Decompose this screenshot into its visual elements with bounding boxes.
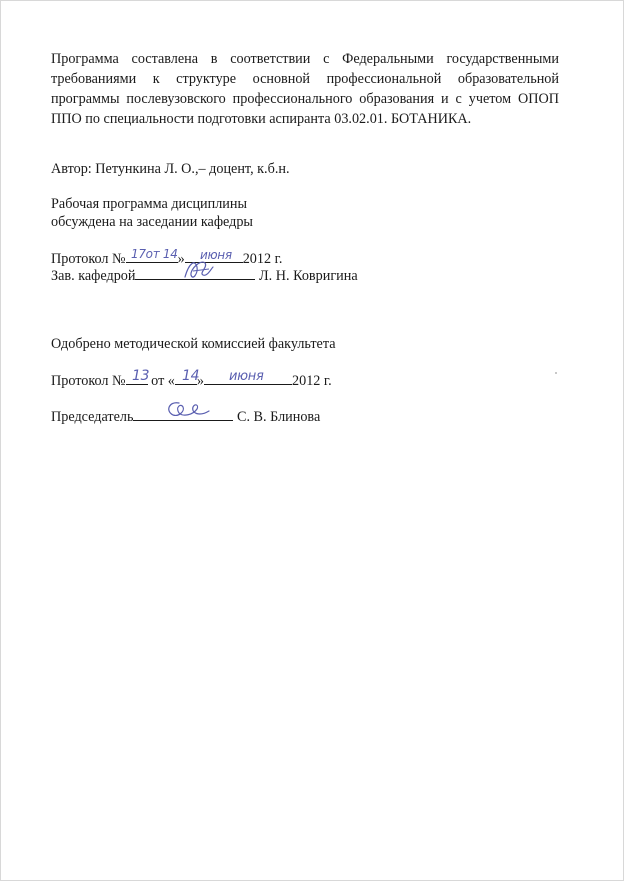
protocol-2-quote: » (196, 373, 204, 389)
intro-line: требованиями к структуре основной профессиональной образовательной (51, 71, 559, 87)
protocol-1-prefix: Протокол № (51, 251, 126, 267)
chair-label: Председатель (51, 409, 134, 425)
intro-line: программы послевузовского профессионального образования и с учетом ОПОП (51, 91, 559, 107)
approved-line: Одобрено методической комиссией факультета (51, 336, 336, 352)
protocol-1-year: 2012 г. (242, 251, 283, 267)
chair-signature (161, 397, 213, 427)
chair-name: С. В. Блинова (237, 409, 321, 425)
protocol-2-month-handwritten: июня (229, 369, 264, 384)
discussed-line-2: обсуждена на заседании кафедры (51, 214, 253, 230)
discussed-line-1: Рабочая программа дисциплины (51, 196, 248, 212)
protocol-1-month-handwritten: июня (200, 248, 232, 262)
protocol-2-day-handwritten: 14 (182, 368, 200, 384)
protocol-2-number-handwritten: 13 (132, 368, 150, 384)
protocol-2-from: от « (151, 373, 175, 389)
intro-line: ППО по специальности подготовки аспиранта 03.02.01. БОТАНИКА. (51, 111, 472, 127)
protocol-2-prefix: Протокол № (51, 373, 126, 389)
head-label: Зав. кафедрой (51, 268, 136, 284)
intro-paragraph (51, 49, 559, 129)
intro-line: Программа составлена в соответствии с Федеральными государственными (51, 51, 559, 67)
head-signature (179, 255, 219, 291)
protocol-1-quote: » (177, 251, 185, 267)
protocol-2-year: 2012 г. (292, 373, 332, 389)
head-name: Л. Н. Ковригина (259, 268, 358, 284)
protocol-1-number-handwritten: 17от 14 (131, 247, 178, 261)
author-line: Автор: Петункина Л. О.,– доцент, к.б.н. (51, 161, 290, 177)
scan-speck (555, 372, 557, 374)
